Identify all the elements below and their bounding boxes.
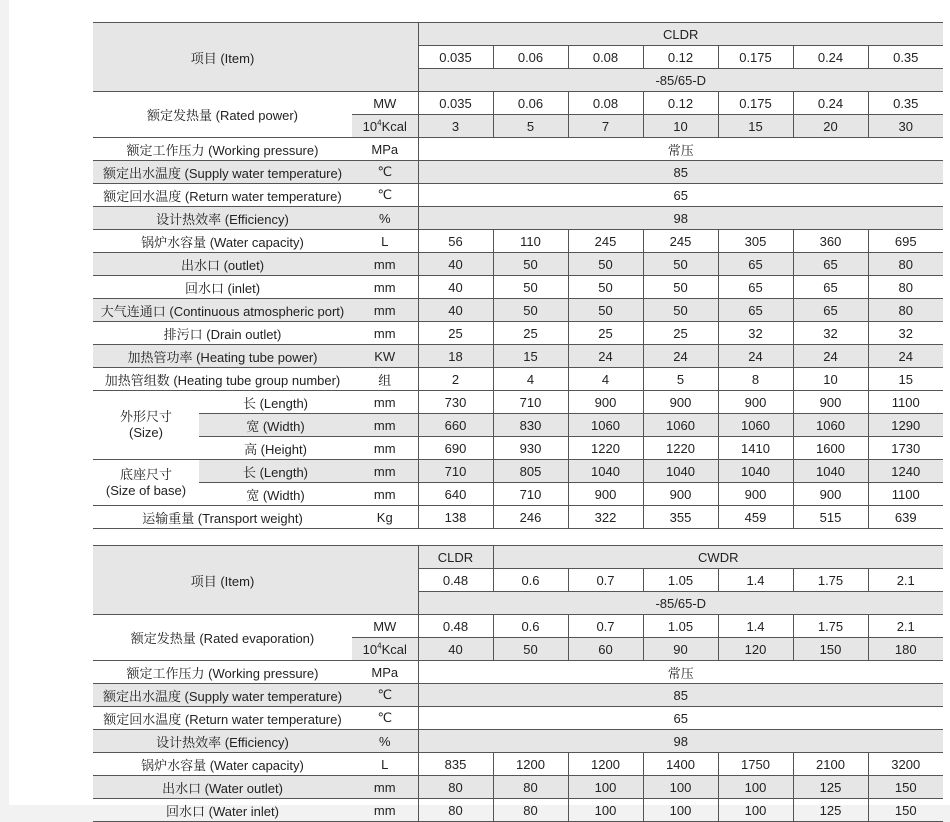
data-cell: 25 [493,322,568,345]
row-label: 设计热效率 (Efficiency) [93,730,352,753]
model-value: 0.175 [718,46,793,69]
unit-cell: mm [352,253,418,276]
data-cell: 180 [868,638,943,661]
data-cell: 1240 [868,460,943,483]
row-label: 长 (Length) [199,391,352,414]
rated-evaporation-label: 额定发热量 (Rated evaporation) [93,615,352,661]
data-cell: 125 [793,799,868,822]
data-cell: 1040 [718,460,793,483]
data-cell: 710 [493,391,568,414]
data-cell: 639 [868,506,943,529]
size-label-cn: 外形尺寸 [119,409,172,424]
row-label: 运输重量 (Transport weight) [93,506,352,529]
unit-header-blank [352,546,418,615]
row-label: 额定出水温度 (Supply water temperature) [93,161,352,184]
data-cell: 40 [418,299,493,322]
data-cell: 25 [643,322,718,345]
unit-cell: ℃ [352,707,418,730]
table-row [93,322,943,345]
data-cell: 900 [793,391,868,414]
unit-cell: mm [352,391,418,414]
data-cell: 50 [643,276,718,299]
merged-value: 65 [418,707,943,730]
table-row [93,299,943,322]
data-cell: 0.175 [718,92,793,115]
model-value: 0.48 [418,569,493,592]
data-cell: 730 [418,391,493,414]
row-label: 额定出水温度 (Supply water temperature) [93,684,352,707]
data-cell: 10 [793,368,868,391]
data-cell: 10 [643,115,718,138]
data-cell: 80 [868,299,943,322]
unit-cell: mm [352,276,418,299]
unit-cell: L [352,753,418,776]
unit-exponent: 4 [377,118,382,128]
data-cell: 322 [568,506,643,529]
data-cell: 3 [418,115,493,138]
data-cell: 50 [493,276,568,299]
row-label: 额定工作压力 (Working pressure) [93,138,352,161]
series-name: CWDR [493,546,943,569]
data-cell: 24 [568,345,643,368]
row-label: 回水口 (Water inlet) [93,799,352,822]
row-label: 宽 (Width) [199,483,352,506]
data-cell: 459 [718,506,793,529]
data-cell: 246 [493,506,568,529]
data-cell: 355 [643,506,718,529]
data-cell: 100 [568,776,643,799]
data-cell: 65 [718,253,793,276]
spec-table-cldr [93,22,943,529]
data-cell: 2100 [793,753,868,776]
row-label: 额定工作压力 (Working pressure) [93,661,352,684]
merged-value: 85 [418,161,943,184]
unit-cell [352,638,418,661]
data-cell: 100 [718,776,793,799]
data-cell: 65 [718,276,793,299]
data-cell: 0.12 [643,92,718,115]
unit-cell: mm [352,776,418,799]
row-label: 额定回水温度 (Return water temperature) [93,184,352,207]
unit-cell: mm [352,799,418,822]
table-row [93,345,943,368]
data-cell: 30 [868,115,943,138]
data-cell: 40 [418,276,493,299]
data-cell: 1.75 [793,615,868,638]
item-header: 项目 (Item) [93,546,352,615]
data-cell: 900 [793,483,868,506]
data-cell: 65 [793,276,868,299]
unit-cell: KW [352,345,418,368]
unit-cell: mm [352,460,418,483]
data-cell: 65 [718,299,793,322]
unit-base: 10 [362,641,378,657]
model-value: 0.35 [868,46,943,69]
data-cell: 710 [493,483,568,506]
data-cell: 1040 [568,460,643,483]
data-cell: 1200 [493,753,568,776]
model-value: 0.06 [493,46,568,69]
data-cell: 5 [493,115,568,138]
model-suffix: -85/65-D [418,592,943,615]
data-cell: 900 [568,391,643,414]
data-cell: 110 [493,230,568,253]
data-cell: 695 [868,230,943,253]
data-cell: 24 [868,345,943,368]
data-cell: 80 [868,276,943,299]
unit-cell: MW [352,615,418,638]
merged-value: 85 [418,684,943,707]
data-cell: 50 [493,299,568,322]
data-cell: 100 [718,799,793,822]
data-cell: 5 [643,368,718,391]
data-cell: 1220 [568,437,643,460]
data-cell: 24 [718,345,793,368]
model-value: 2.1 [868,569,943,592]
data-cell: 80 [868,253,943,276]
unit-cell: mm [352,299,418,322]
data-cell: 40 [418,253,493,276]
data-cell: 1410 [718,437,793,460]
rated-power-label: 额定发热量 (Rated power) [93,92,352,138]
data-cell: 0.06 [493,92,568,115]
row-label: 出水口 (outlet) [93,253,352,276]
base-label-en: (Size of base) [105,482,187,498]
table-row [93,276,943,299]
row-label: 设计热效率 (Efficiency) [93,207,352,230]
data-cell: 4 [568,368,643,391]
unit-cell: % [352,207,418,230]
data-cell: 1060 [718,414,793,437]
data-cell: 900 [568,483,643,506]
data-cell: 515 [793,506,868,529]
unit-cell: ℃ [352,161,418,184]
unit-tail: Kcal [381,118,407,134]
document-page [9,0,950,819]
unit-cell: mm [352,437,418,460]
unit-cell: MPa [352,661,418,684]
data-cell: 1200 [568,753,643,776]
unit-cell: MW [352,92,418,115]
unit-cell [352,115,418,138]
data-cell: 360 [793,230,868,253]
data-cell: 50 [493,638,568,661]
table-row [93,799,943,822]
data-cell: 100 [643,776,718,799]
unit-exponent: 4 [377,641,382,651]
data-cell: 60 [568,638,643,661]
series-name: CLDR [418,546,493,569]
unit-cell: MPa [352,138,418,161]
data-cell: 56 [418,230,493,253]
merged-value: 65 [418,184,943,207]
data-cell: 930 [493,437,568,460]
data-cell: 100 [643,799,718,822]
data-cell: 150 [868,799,943,822]
data-cell: 32 [793,322,868,345]
unit-cell: ℃ [352,184,418,207]
size-label-en: (Size) [129,425,163,440]
data-cell: 18 [418,345,493,368]
data-cell: 7 [568,115,643,138]
data-cell: 100 [568,799,643,822]
data-cell: 150 [793,638,868,661]
data-cell: 150 [868,776,943,799]
row-label: 高 (Height) [199,437,352,460]
data-cell: 900 [718,483,793,506]
data-cell: 65 [793,253,868,276]
data-cell: 245 [643,230,718,253]
model-value: 1.05 [643,569,718,592]
unit-cell: % [352,730,418,753]
spec-table-cwdr [93,545,943,822]
model-value: 0.7 [568,569,643,592]
unit-base: 10 [362,118,378,134]
model-value: 1.75 [793,569,868,592]
model-value: 0.6 [493,569,568,592]
row-label: 回水口 (inlet) [93,276,352,299]
data-cell: 1100 [868,483,943,506]
data-cell: 80 [418,799,493,822]
row-label: 排污口 (Drain outlet) [93,322,352,345]
data-cell: 0.48 [418,615,493,638]
data-cell: 0.7 [568,615,643,638]
table-row [93,368,943,391]
data-cell: 0.08 [568,92,643,115]
table-row [93,230,943,253]
merged-value: 98 [418,207,943,230]
data-cell: 125 [793,776,868,799]
data-cell: 1060 [643,414,718,437]
row-label: 长 (Length) [199,460,352,483]
data-cell: 1290 [868,414,943,437]
base-label-cn: 底座尺寸 [119,466,172,482]
data-cell: 900 [718,391,793,414]
row-label: 额定回水温度 (Return water temperature) [93,707,352,730]
data-cell: 900 [643,391,718,414]
merged-value: 常压 [418,661,943,684]
data-cell: 1220 [643,437,718,460]
data-cell: 830 [493,414,568,437]
data-cell: 710 [418,460,493,483]
data-cell: 50 [568,253,643,276]
data-cell: 1040 [793,460,868,483]
unit-tail: Kcal [381,641,407,657]
data-cell: 50 [493,253,568,276]
data-cell: 120 [718,638,793,661]
unit-cell: mm [352,322,418,345]
data-cell: 900 [643,483,718,506]
base-group-label [93,460,199,506]
data-cell: 40 [418,638,493,661]
data-cell: 80 [418,776,493,799]
model-value: 0.08 [568,46,643,69]
data-cell: 32 [868,322,943,345]
data-cell: 690 [418,437,493,460]
data-cell: 245 [568,230,643,253]
data-cell: 80 [493,776,568,799]
data-cell: 1060 [568,414,643,437]
data-cell: 805 [493,460,568,483]
data-cell: 305 [718,230,793,253]
data-cell: 15 [718,115,793,138]
data-cell: 80 [493,799,568,822]
data-cell: 90 [643,638,718,661]
unit-cell: Kg [352,506,418,529]
model-value: 1.4 [718,569,793,592]
data-cell: 1100 [868,391,943,414]
data-cell: 660 [418,414,493,437]
data-cell: 1040 [643,460,718,483]
data-cell: 20 [793,115,868,138]
data-cell: 0.6 [493,615,568,638]
row-label: 锅炉水容量 (Water capacity) [93,753,352,776]
data-cell: 640 [418,483,493,506]
data-cell: 0.35 [868,92,943,115]
data-cell: 1060 [793,414,868,437]
data-cell: 24 [793,345,868,368]
unit-cell: ℃ [352,684,418,707]
data-cell: 1600 [793,437,868,460]
data-cell: 2.1 [868,615,943,638]
table-row [93,776,943,799]
data-cell: 25 [418,322,493,345]
merged-value: 98 [418,730,943,753]
model-value: 0.12 [643,46,718,69]
model-suffix: -85/65-D [418,69,943,92]
row-label: 加热管组数 (Heating tube group number) [93,368,352,391]
data-cell: 3200 [868,753,943,776]
data-cell: 15 [493,345,568,368]
data-cell: 835 [418,753,493,776]
data-cell: 0.035 [418,92,493,115]
row-label: 出水口 (Water outlet) [93,776,352,799]
data-cell: 50 [568,276,643,299]
unit-cell: L [352,230,418,253]
data-cell: 1.05 [643,615,718,638]
row-label: 锅炉水容量 (Water capacity) [93,230,352,253]
data-cell: 15 [868,368,943,391]
table-row [93,253,943,276]
data-cell: 1730 [868,437,943,460]
data-cell: 50 [643,253,718,276]
data-cell: 25 [568,322,643,345]
merged-value: 常压 [418,138,943,161]
unit-cell: 组 [352,368,418,391]
unit-header-blank [352,23,418,92]
data-cell: 50 [568,299,643,322]
data-cell: 1.4 [718,615,793,638]
data-cell: 0.24 [793,92,868,115]
data-cell: 1400 [643,753,718,776]
size-group-label [93,391,199,460]
data-cell: 50 [643,299,718,322]
model-value: 0.035 [418,46,493,69]
table-row [93,753,943,776]
unit-cell: mm [352,414,418,437]
data-cell: 2 [418,368,493,391]
data-cell: 4 [493,368,568,391]
item-header: 项目 (Item) [93,23,352,92]
model-value: 0.24 [793,46,868,69]
data-cell: 138 [418,506,493,529]
data-cell: 24 [643,345,718,368]
row-label: 加热管功率 (Heating tube power) [93,345,352,368]
data-cell: 8 [718,368,793,391]
series-name: CLDR [418,23,943,46]
unit-cell: mm [352,483,418,506]
row-label: 宽 (Width) [199,414,352,437]
data-cell: 32 [718,322,793,345]
row-label: 大气连通口 (Continuous atmospheric port) [93,299,352,322]
data-cell: 65 [793,299,868,322]
data-cell: 1750 [718,753,793,776]
